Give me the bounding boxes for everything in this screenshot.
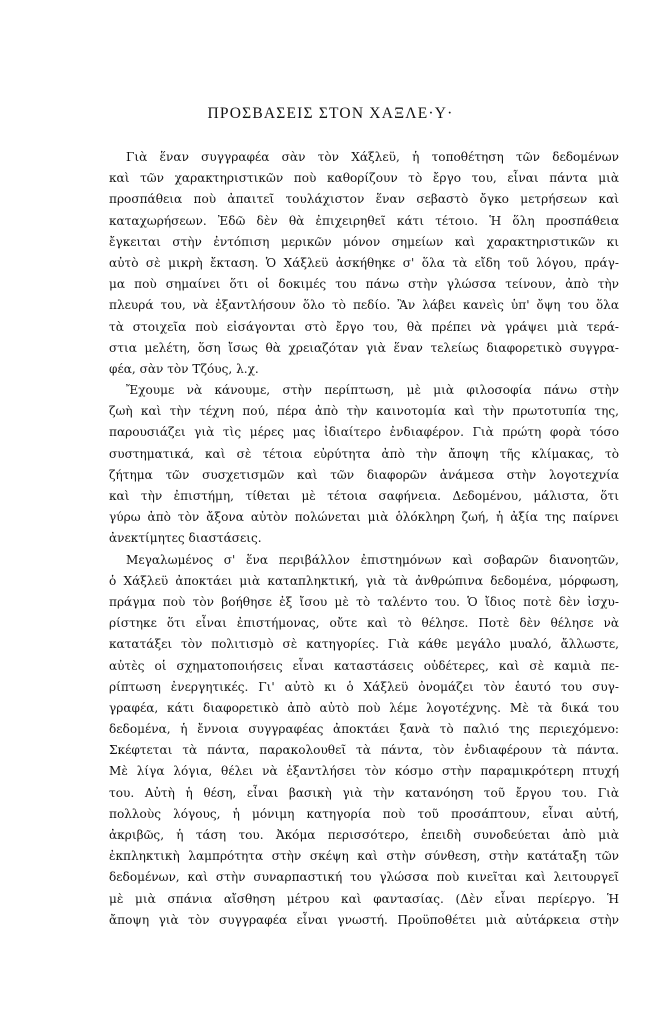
text-line: του. Αὐτὴ ἡ θέση, εἶναι βασικὴ γιὰ τὴν κατανόηση τοῦ ἔργου του. Γιὰ bbox=[109, 785, 619, 800]
body-text bbox=[109, 147, 619, 931]
text-line: Ἔχουμε νὰ κάνουμε, στὴν περίπτωση, μὲ μιὰ φιλοσοφία πάνω στὴν bbox=[126, 383, 619, 398]
text-line: τὰ στοιχεῖα ποὺ εἰσάγονται στὸ ἔργο του, θὰ πρέπει νὰ γράψει μιὰ τερά- bbox=[109, 319, 619, 334]
text-line: αὐτὸ σὲ μικρὴ ἔκταση. Ὁ Χάξλεϋ ἀσκήθηκε σ' ὅλα τὰ εἴδη τοῦ λόγου, πράγ- bbox=[109, 255, 619, 270]
text-line: ζωὴ καὶ τὴν τέχνη πού, πέρα ἀπὸ τὴν καινοτομία καὶ τὴν πρωτοτυπία της, bbox=[109, 404, 619, 419]
text-line: Γιὰ ἕναν συγγραφέα σὰν τὸν Χάξλεϋ, ἡ τοποθέτηση τῶν δεδομένων bbox=[126, 150, 619, 164]
text-line: προσπάθεια ποὺ ἀπαιτεῖ τουλάχιστον ἕναν σεβαστὸ ὄγκο μετρήσεων καὶ bbox=[109, 192, 619, 207]
text-line: μα ποὺ σημαίνει ὅτι οἱ δοκιμές του πάνω στὴν γλώσσα τείνουν, ἀπὸ τὴν bbox=[109, 277, 619, 292]
page-title: ΠΡΟΣΒΑΣΕΙΣ ΣΤΟΝ ΧΑΞΛΕ·Υ· bbox=[207, 105, 454, 122]
text-line: φέα, σὰν τὸν Τζόυς, λ.χ. bbox=[109, 361, 259, 376]
text-line: δεδομένα, ἡ ἔννοια συγγραφέας ἀποκτάει ξανὰ τὸ παλιό της περιεχόμενο: bbox=[109, 722, 619, 737]
text-line: καὶ τὴν ἐπιστήμη, τίθεται μὲ τέτοια σαφήνεια. Δεδομένου, μάλιστα, ὅτι bbox=[109, 489, 619, 503]
text-line: συστηματικά, καὶ σὲ τέτοια εὐρύτητα ἀπὸ τὴν ἄποψη τῆς κλίμακας, τὸ bbox=[109, 446, 619, 461]
text-line: Σκέφτεται τὰ πάντα, παρακολουθεῖ τὰ πάντα, τὸν ἐνδιαφέρουν τὰ πάντα. bbox=[109, 743, 619, 758]
text-line: πλευρά του, νὰ ἐξαντλήσουν ὅλο τὸ πεδίο. Ἂν λάβει κανεὶς ὑπ' ὄψη του ὅλα bbox=[109, 298, 619, 313]
text-line: στια μελέτη, ὅση ἴσως θὰ χρειαζόταν γιὰ ἕναν τελείως διαφορετικὸ συγγρα- bbox=[109, 340, 619, 355]
text-line: ἄποψη γιὰ τὸν συγγραφέα εἶναι γνωστή. Προϋποθέτει μιὰ αὐτάρκεια στὴν bbox=[109, 912, 619, 927]
text-line: Μὲ λίγα λόγια, θέλει νὰ ἐξαντλήσει τὸν κόσμο στὴν παραμικρότερη πτυχή bbox=[109, 764, 619, 779]
text-line: ρίπτωση ἐνεργητικές. Γι' αὐτὸ κι ὁ Χάξλεϋ ὀνομάζει τὸν ἑαυτό του συγ- bbox=[109, 679, 619, 694]
text-line: ἐκπληκτικὴ λαμπρότητα στὴν σκέψη καὶ στὴν σύνθεση, στὴν κατάταξη τῶν bbox=[109, 849, 619, 864]
text-line: ἀκριβῶς, ἡ τάση του. Ἀκόμα περισσότερο, ἐπειδὴ συνοδεύεται ἀπὸ μιὰ bbox=[109, 828, 619, 842]
text-line: κατατάξει τὸν πολιτισμὸ σὲ κατηγορίες. Γιὰ κάθε μεγάλο μυαλό, ἄλλωστε, bbox=[109, 637, 619, 652]
text-line: αὐτὲς οἱ σχηματοποιήσεις εἶναι καταστάσεις οὐδέτερες, καὶ σὲ καμιὰ πε- bbox=[109, 658, 619, 673]
text-line: ὁ Χάξλεϋ ἀποκτάει μιὰ καταπληκτική, γιὰ τὰ ἀνθρώπινα δεδομένα, μόρφωση, bbox=[109, 573, 619, 588]
text-line: μὲ μιὰ σπάνια αἴσθηση μέτρου καὶ φαντασίας. (Δὲν εἶναι περίεργο. Ἡ bbox=[109, 891, 619, 906]
text-line: καταχωρήσεων. Ἐδῶ δὲν θὰ ἐπιχειρηθεῖ κάτι τέτοιο. Ἡ ὅλη προσπάθεια bbox=[109, 213, 619, 228]
text-line: γραφέα, κάτι διαφορετικὸ ἀπὸ αὐτὸ ποὺ λέμε λογοτέχνης. Μὲ τὰ δικά του bbox=[109, 700, 619, 715]
text-line: πράγμα ποὺ τὸν βοήθησε ἐξ ἴσου μὲ τὸ ταλέντο του. Ὁ ἴδιος ποτὲ δὲν ἰσχυ- bbox=[109, 594, 619, 609]
text-line: ἔγκειται στὴν ἐντόπιση μερικῶν μόνον σημείων καὶ χαρακτηριστικῶν κι bbox=[109, 234, 619, 249]
text-line: γύρω ἀπὸ τὸν ἄξονα αὐτὸν πολώνεται μιὰ ὁλόκληρη ζωή, ἡ ἀξία της παίρνει bbox=[109, 510, 619, 525]
text-line: παρουσιάζει γιὰ τὶς μέρες μας ἰδιαίτερο ἐνδιαφέρον. Γιὰ πρώτη φορὰ τόσο bbox=[109, 425, 619, 440]
text-line: δεδομένων, καὶ στὴν συναρπαστική του γλώσσα ποὺ κινεῖται καὶ λειτουργεῖ bbox=[109, 870, 619, 885]
text-line: καὶ τῶν χαρακτηριστικῶν ποὺ καθορίζουν τὸ ἔργο του, εἶναι πάντα μιὰ bbox=[109, 171, 619, 186]
text-line: ρίστηκε ὅτι εἶναι ἐπιστήμονας, οὔτε καὶ τὸ θέλησε. Ποτὲ δὲν θέλησε νὰ bbox=[109, 616, 619, 631]
text-line: πολλοὺς λόγους, ἡ μόνιμη κατηγορία ποὺ τοῦ προσάπτουν, εἶναι αὐτή, bbox=[109, 806, 619, 821]
text-line: Μεγαλωμένος σ' ἕνα περιβάλλον ἐπιστημόνων καὶ σοβαρῶν διανοητῶν, bbox=[126, 552, 619, 567]
text-line: ἀνεκτίμητες διαστάσεις. bbox=[109, 531, 262, 546]
text-line: ζήτημα τῶν συσχετισμῶν καὶ τῶν διαφορῶν ἀνάμεσα στὴν λογοτεχνία bbox=[109, 467, 619, 482]
